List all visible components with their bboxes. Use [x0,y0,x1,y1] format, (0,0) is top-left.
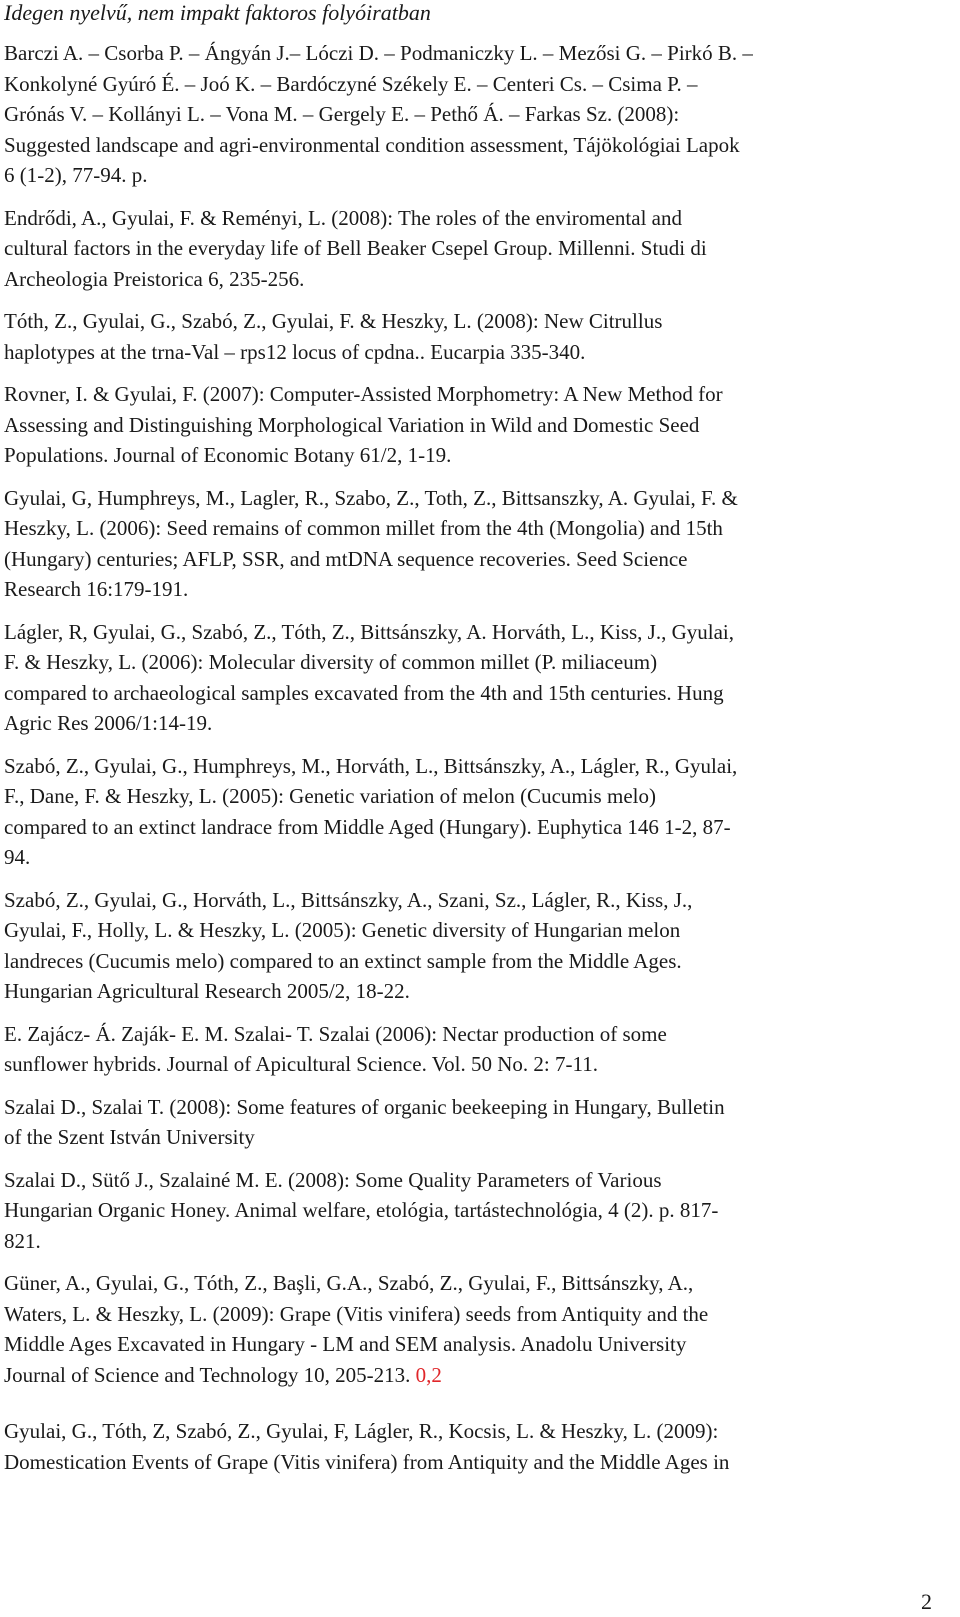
reference-list [4,38,939,1489]
reference-item-guner [4,1268,939,1390]
page-number: 2 [921,1589,932,1614]
reference-text: Güner, A., Gyulai, G., Tóth, Z., Başli, G.A., Szabó, Z., Gyulai, F., Bittsánszky, A., Waters, L. & Heszky, L. (2009): Grape (Vitis vinifera) seeds from Antiquity and the Middle Ages Excavated in Hungary - LM and SEM analysis. Anadolu University Journal of Science and Technology 10, 205-213. [4,1271,709,1387]
reference-item: Lágler, R, Gyulai, G., Szabó, Z., Tóth, Z., Bittsánszky, A. Horváth, L., Kiss, J., Gyulai, F. & Heszky, L. (2006): Molecular diversity of common millet (P. miliaceum) compared to archaeological samples excavated from the 4th and 15th centuries. Hung Agric Res 2006/1:14-19. [4,619,734,735]
reference-item: Szalai D., Szalai T. (2008): Some features of organic beekeeping in Hungary, Bulletin of the Szent István University [4,1094,725,1149]
reference-item: Gyulai, G, Humphreys, M., Lagler, R., Szabo, Z., Toth, Z., Bittsanszky, A. Gyulai, F. & Heszky, L. (2006): Seed remains of common millet from the 4th (Mongolia) and 15th (Hungary) centuries; AFLP, SSR, and mtDNA sequence recoveries. Seed Science Research 16:179-191. [4,485,738,601]
reference-item: Szabó, Z., Gyulai, G., Horváth, L., Bittsánszky, A., Szani, Sz., Lágler, R., Kiss, J., Gyulai, F., Holly, L. & Heszky, L. (2005): Genetic diversity of Hungarian melon landreces (Cucumis melo) compared to an extinct sample from the Middle Ages. Hungarian Agricultural Research 2005/2, 18-22. [4,887,693,1003]
reference-item: Szabó, Z., Gyulai, G., Humphreys, M., Horváth, L., Bittsánszky, A., Lágler, R., Gyulai, F., Dane, F. & Heszky, L. (2005): Genetic variation of melon (Cucumis melo) compared to an extinct landrace from Middle Aged (Hungary). Euphytica 146 1-2, 87- 94. [4,753,738,869]
reference-item: Endrődi, A., Gyulai, F. & Reményi, L. (2008): The roles of the enviromental and cultural factors in the everyday life of Bell Beaker Csepel Group. Millenni. Studi di Archeologia Preistorica 6, 235-256. [4,205,707,291]
reference-item: Barczi A. – Csorba P. – Ángyán J.– Lóczi D. – Podmaniczky L. – Mezősi G. – Pirkó B. – Konkolyné Gyúró É. – Joó K. – Bardóczyné Székely E. – Centeri Cs. – Csima P. – Grónás V. – Kollányi L. – Vona M. – Gergely E. – Pethő Á. – Farkas Sz. (2008): Suggested landscape and agri-environmental condition assessment, Tájökológiai Lapok 6 (1-2), 77-94. p. [4,41,753,187]
reference-item: Szalai D., Sütő J., Szalainé M. E. (2008): Some Quality Parameters of Various Hungarian Organic Honey. Animal welfare, etológia, tartástechnológia, 4 (2). p. 817- 821. [4,1167,719,1253]
reference-item-last: Gyulai, G., Tóth, Z, Szabó, Z., Gyulai, F, Lágler, R., Kocsis, L. & Heszky, L. (2009): Domestication Events of Grape (Vitis vinifera) from Antiquity and the Middle Ages in [4,1419,730,1474]
reference-item: Rovner, I. & Gyulai, F. (2007): Computer-Assisted Morphometry: A New Method for Assessing and Distinguishing Morphological Variation in Wild and Domestic Seed Populations. Journal of Economic Botany 61/2, 1-19. [4,382,723,467]
reference-item: Tóth, Z., Gyulai, G., Szabó, Z., Gyulai, F. & Heszky, L. (2008): New Citrullus haplotypes at the trna-Val – rps12 locus of cpdna.. Eucarpia 335-340. [4,309,663,364]
impact-factor-value: 0,2 [415,1362,442,1387]
reference-item: E. Zajácz- Á. Zaják- E. M. Szalai- T. Szalai (2006): Nectar production of some sunflower hybrids. Journal of Apicultural Science. Vol. 50 No. 2: 7-11. [4,1021,667,1076]
section-heading: Idegen nyelvű, nem impakt faktoros folyóiratban [4,0,431,25]
